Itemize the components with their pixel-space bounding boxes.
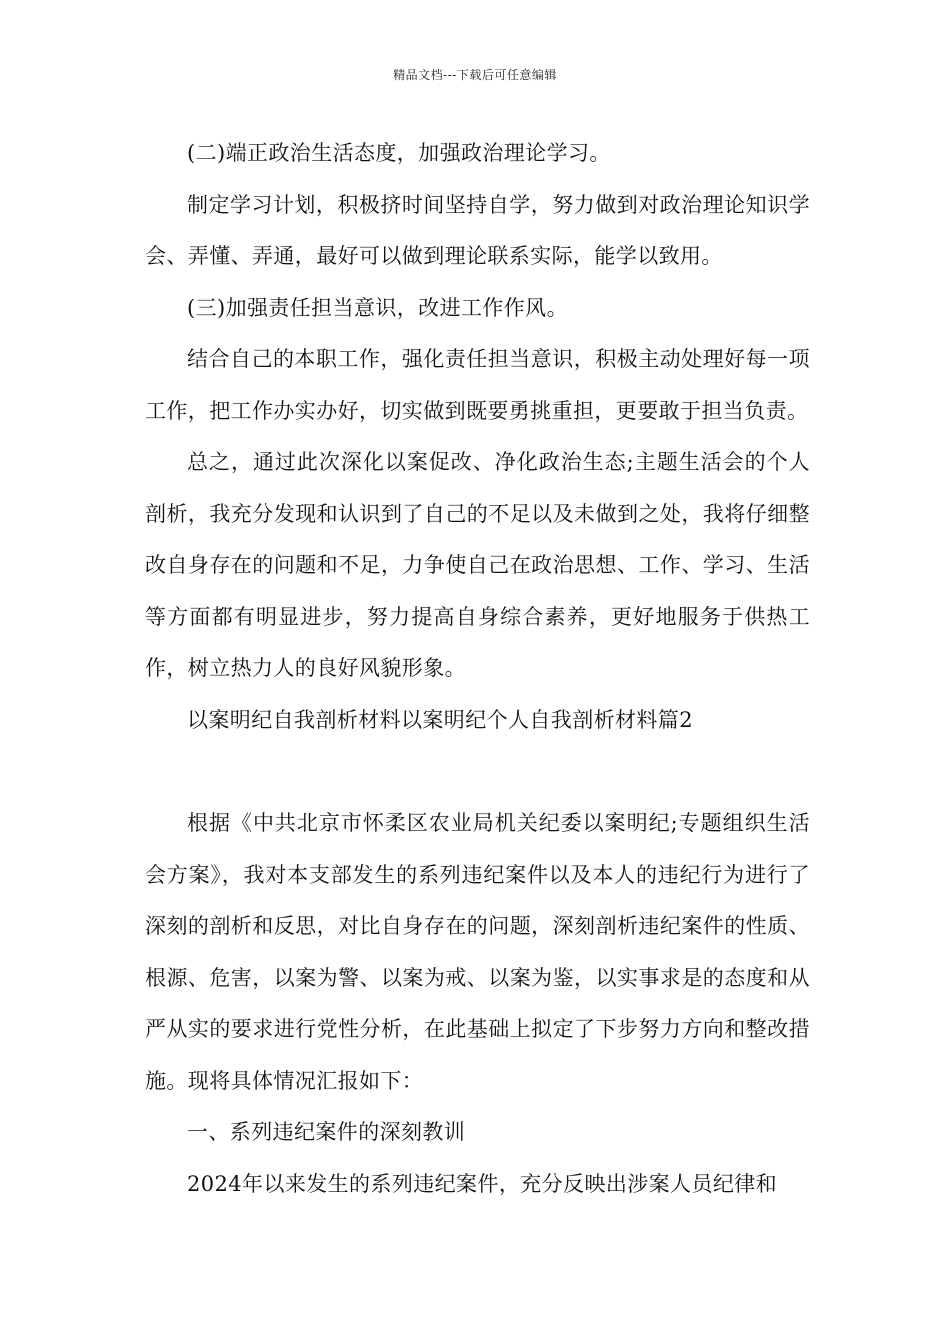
subheading-paragraph: (二)端正政治生活态度，加强政治理论学习。	[187, 141, 611, 165]
page-header-watermark: 精品文档---下载后可任意编辑	[393, 68, 557, 82]
subheading-paragraph: 一、系列违纪案件的深刻教训	[187, 1120, 466, 1144]
body-paragraph: 制定学习计划，积极挤时间坚持自学，努力做到对政治理论知识学会、弄懂、弄通，最好可以做到理论联系实际，能学以致用。	[145, 192, 810, 268]
section-title: 以案明纪自我剖析材料以案明纪个人自我剖析材料篇2	[187, 707, 693, 732]
body-paragraph: 结合自己的本职工作，强化责任担当意识，积极主动处理好每一项工作，把工作办实办好，切实做到既要勇挑重担，更要敢于担当负责。	[145, 347, 810, 423]
body-paragraph: 根据《中共北京市怀柔区农业局机关纪委以案明纪;专题组织生活会方案》，我对本支部发生的系列违纪案件以及本人的违纪行为进行了深刻的剖析和反思，对比自身存在的问题，深刻剖析违纪案件的性质、根源、危害，以案为警、以案为戒、以案为鉴，以实事求是的态度和从严从实的要求进行党性分析，在此基础上拟定了下步努力方向和整改措施。现将具体情况汇报如下：	[145, 811, 810, 1093]
body-paragraph: 2024年以来发生的系列违纪案件，充分反映出涉案人员纪律和	[187, 1171, 778, 1196]
document-body	[145, 128, 810, 1210]
blank-line	[145, 746, 810, 798]
subheading-paragraph: (三)加强责任担当意识，改进工作作风。	[187, 295, 568, 320]
body-paragraph: 总之，通过此次深化以案促改、净化政治生态;主题生活会的个人剖析，我充分发现和认识到了自己的不足以及未做到之处，我将仔细整改自身存在的问题和不足，力争使自己在政治思想、工作、学习、生活等方面都有明显进步，努力提高自身综合素养，更好地服务于供热工作，树立热力人的良好风貌形象。	[145, 450, 810, 680]
